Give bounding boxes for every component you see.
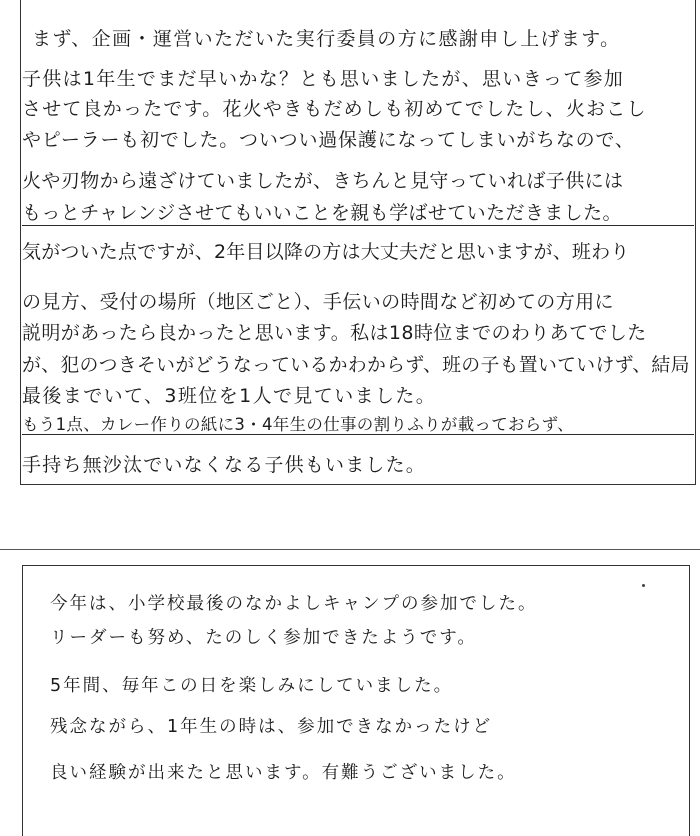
handwritten-line: 今年は、小学校最後のなかよしキャンプの参加でした。 [50,594,538,614]
handwritten-line: 最後までいて、3班位を1人で見ていました。 [22,385,437,407]
sheet-divider [0,549,700,550]
handwritten-line: もっとチャレンジさせてもいいことを親も学ばせていただきました。 [22,202,622,224]
handwritten-line: させて良かったです。花火やきもだめしも初めてでしたし、火おこし [22,98,647,120]
handwritten-line: の見方、受付の場所（地区ごと）、手伝いの時間など初めての方用に [22,291,614,313]
handwritten-line: 説明があったら良かったと思います。私は18時位までのわりあてでした [22,322,647,344]
handwritten-line: やピーラーも初でした。ついつい過保護になってしまいがちなので、 [22,129,635,151]
ink-dot [642,584,645,587]
handwritten-line: リーダーも努め、たのしく参加できたようです。 [50,628,477,648]
handwritten-line: 残念ながら、1年生の時は、参加できなかったけど [50,717,493,737]
handwritten-line: 5年間、毎年この日を楽しみにしていました。 [50,676,454,696]
handwritten-line: まず、企画・運営いただいた実行委員の方に感謝申し上げます。 [32,28,621,50]
handwritten-line: 気がついた点ですが、2年目以降の方は大丈夫だと思いますが、班わり [22,241,630,263]
section-divider [22,434,694,435]
handwritten-line: もう1点、カレー作りの紙に3・4年生の仕事の割りふりが載っておらず、 [22,415,574,434]
section-divider [22,225,694,226]
handwritten-line: 良い経験が出来たと思います。有難うございました。 [50,763,517,783]
handwritten-line: 火や刃物から遠ざけていましたが、きちんと見守っていれば子供には [22,170,624,192]
handwritten-line: 手持ち無沙汰でいなくなる子供もいました。 [22,454,427,476]
handwritten-line: が、犯のつきそいがどうなっているかわからず、班の子も置いていけず、結局 [22,354,690,376]
handwritten-line: 子供は1年生でまだ早いかな？とも思いましたが、思いきって参加 [22,68,625,90]
